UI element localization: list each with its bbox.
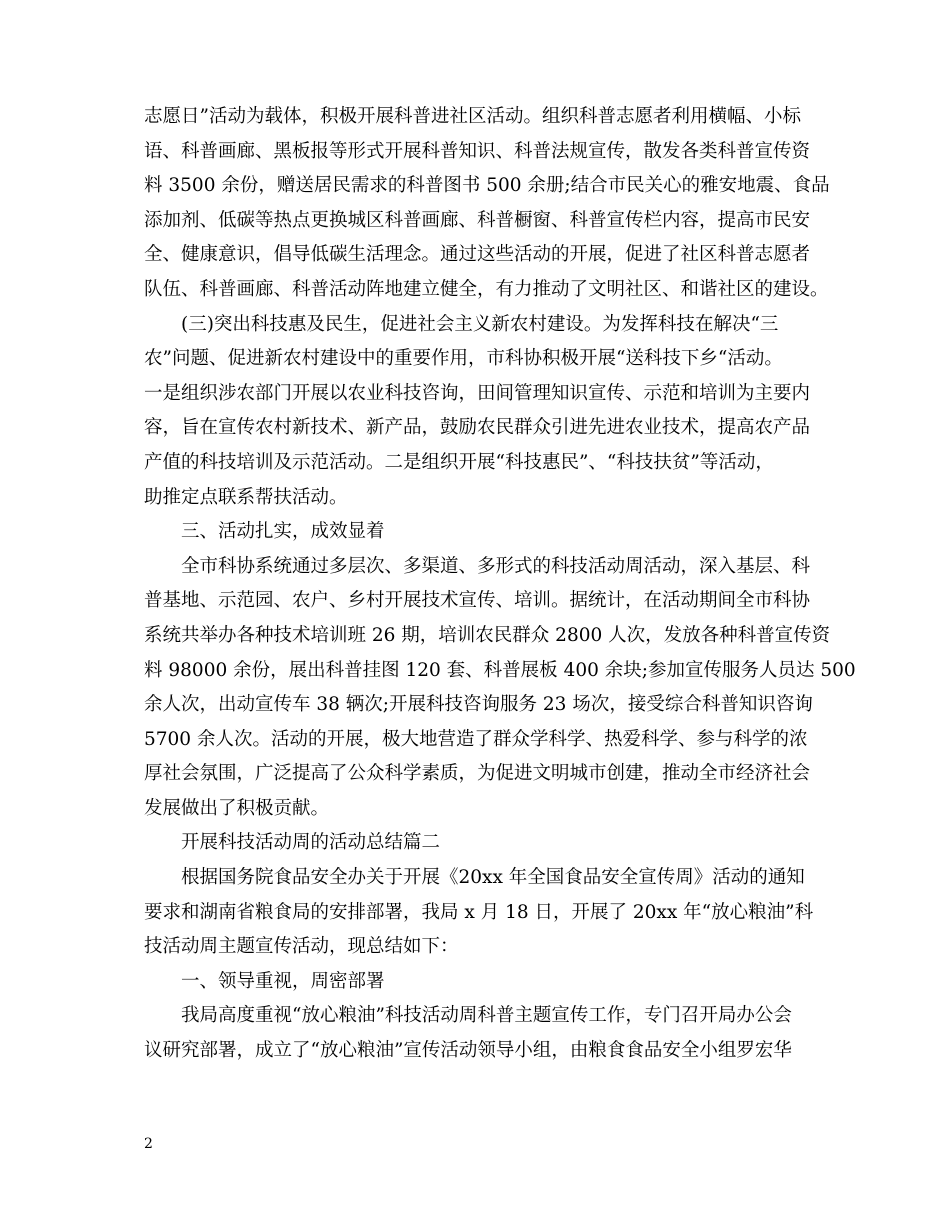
- text-line: 志愿日”活动为载体，积极开展科普进社区活动。组织科普志愿者利用横幅、小标: [144, 106, 801, 127]
- text-line: 料 98000 余份，展出科普挂图 120 套、科普展板 400 余块;参加宣传服务人员达 500: [144, 659, 856, 681]
- text-line: 议研究部署，成立了“放心粮油”宣传活动领导小组，由粮食食品安全小组罗宏华: [144, 1040, 792, 1062]
- text-line: 一是组织涉农部门开展以农业科技咨询，田间管理知识宣传、示范和培训为主要内: [144, 382, 811, 404]
- text-line: 全、健康意识，倡导低碳生活理念。通过这些活动的开展，促进了社区科普志愿者: [144, 244, 811, 266]
- text-line: 厚社会氛围，广泛提高了公众科学素质，为促进文明城市创建，推动全市经济社会: [144, 763, 811, 785]
- text-line: 语、科普画廊、黑板报等形式开展科普知识、科普法规宣传，散发各类科普宣传资: [144, 140, 811, 162]
- text-line: 全市科协系统通过多层次、多渠道、多形式的科技活动周活动，深入基层、科: [181, 555, 811, 577]
- text-line: 产值的科技培训及示范活动。二是组织开展“科技惠民”、“科技扶贫”等活动，: [144, 451, 774, 473]
- text-line: 我局高度重视“放心粮油”科技活动周科普主题宣传工作，专门召开局办公会: [181, 1005, 792, 1027]
- text-line: 发展做出了积极贡献。: [144, 797, 330, 819]
- text-line: 助推定点联系帮扶活动。: [144, 486, 348, 508]
- text-line: 余人次，出动宣传车 38 辆次;开展科技咨询服务 23 场次，接受综合科普知识咨询: [144, 694, 813, 716]
- text-line: 根据国务院食品安全办关于开展《20xx 年全国食品安全宣传周》活动的通知: [181, 867, 805, 889]
- text-line: 容，旨在宣传农村新技术、新产品，鼓励农民群众引进先进农业技术，提高农产品: [144, 417, 811, 439]
- section-heading: 一、领导重视，周密部署: [181, 970, 385, 992]
- text-line: 5700 余人次。活动的开展，极大地营造了群众学科学、热爱科学、参与科学的浓: [144, 728, 808, 750]
- text-line: 系统共举办各种技术培训班 26 期，培训农民群众 2800 人次，发放各种科普宣传资: [144, 624, 831, 646]
- text-line: 技活动周主题宣传活动，现总结如下：: [144, 936, 459, 958]
- text-line: 料 3500 余份，赠送居民需求的科普图书 500 余册;结合市民关心的雅安地震、食品: [144, 175, 830, 197]
- text-line: 添加剂、低碳等热点更换城区科普画廊、科普橱窗、科普宣传栏内容，提高市民安: [144, 209, 811, 231]
- section-heading: 三、活动扎实，成效显着: [181, 521, 385, 543]
- section-title: 开展科技活动周的活动总结篇二: [181, 832, 441, 854]
- body-text: [144, 100, 856, 1069]
- text-line: 农”问题、促进新农村建设中的重要作用，市科协积极开展“送科技下乡“活动。: [144, 348, 783, 370]
- text-line: (三)突出科技惠及民生，促进社会主义新农村建设。为发挥科技在解决“三: [181, 313, 779, 335]
- text-line: 普基地、示范园、农户、乡村开展技术宣传、培训。据统计，在活动期间全市科协: [144, 590, 811, 612]
- text-line: 队伍、科普画廊、科普活动阵地建立健全，有力推动了文明社区、和谐社区的建设。: [144, 278, 829, 300]
- text-line: 要求和湖南省粮食局的安排部署，我局 x 月 18 日，开展了 20xx 年“放心粮油”科: [144, 901, 814, 923]
- page-number: 2: [144, 1136, 153, 1152]
